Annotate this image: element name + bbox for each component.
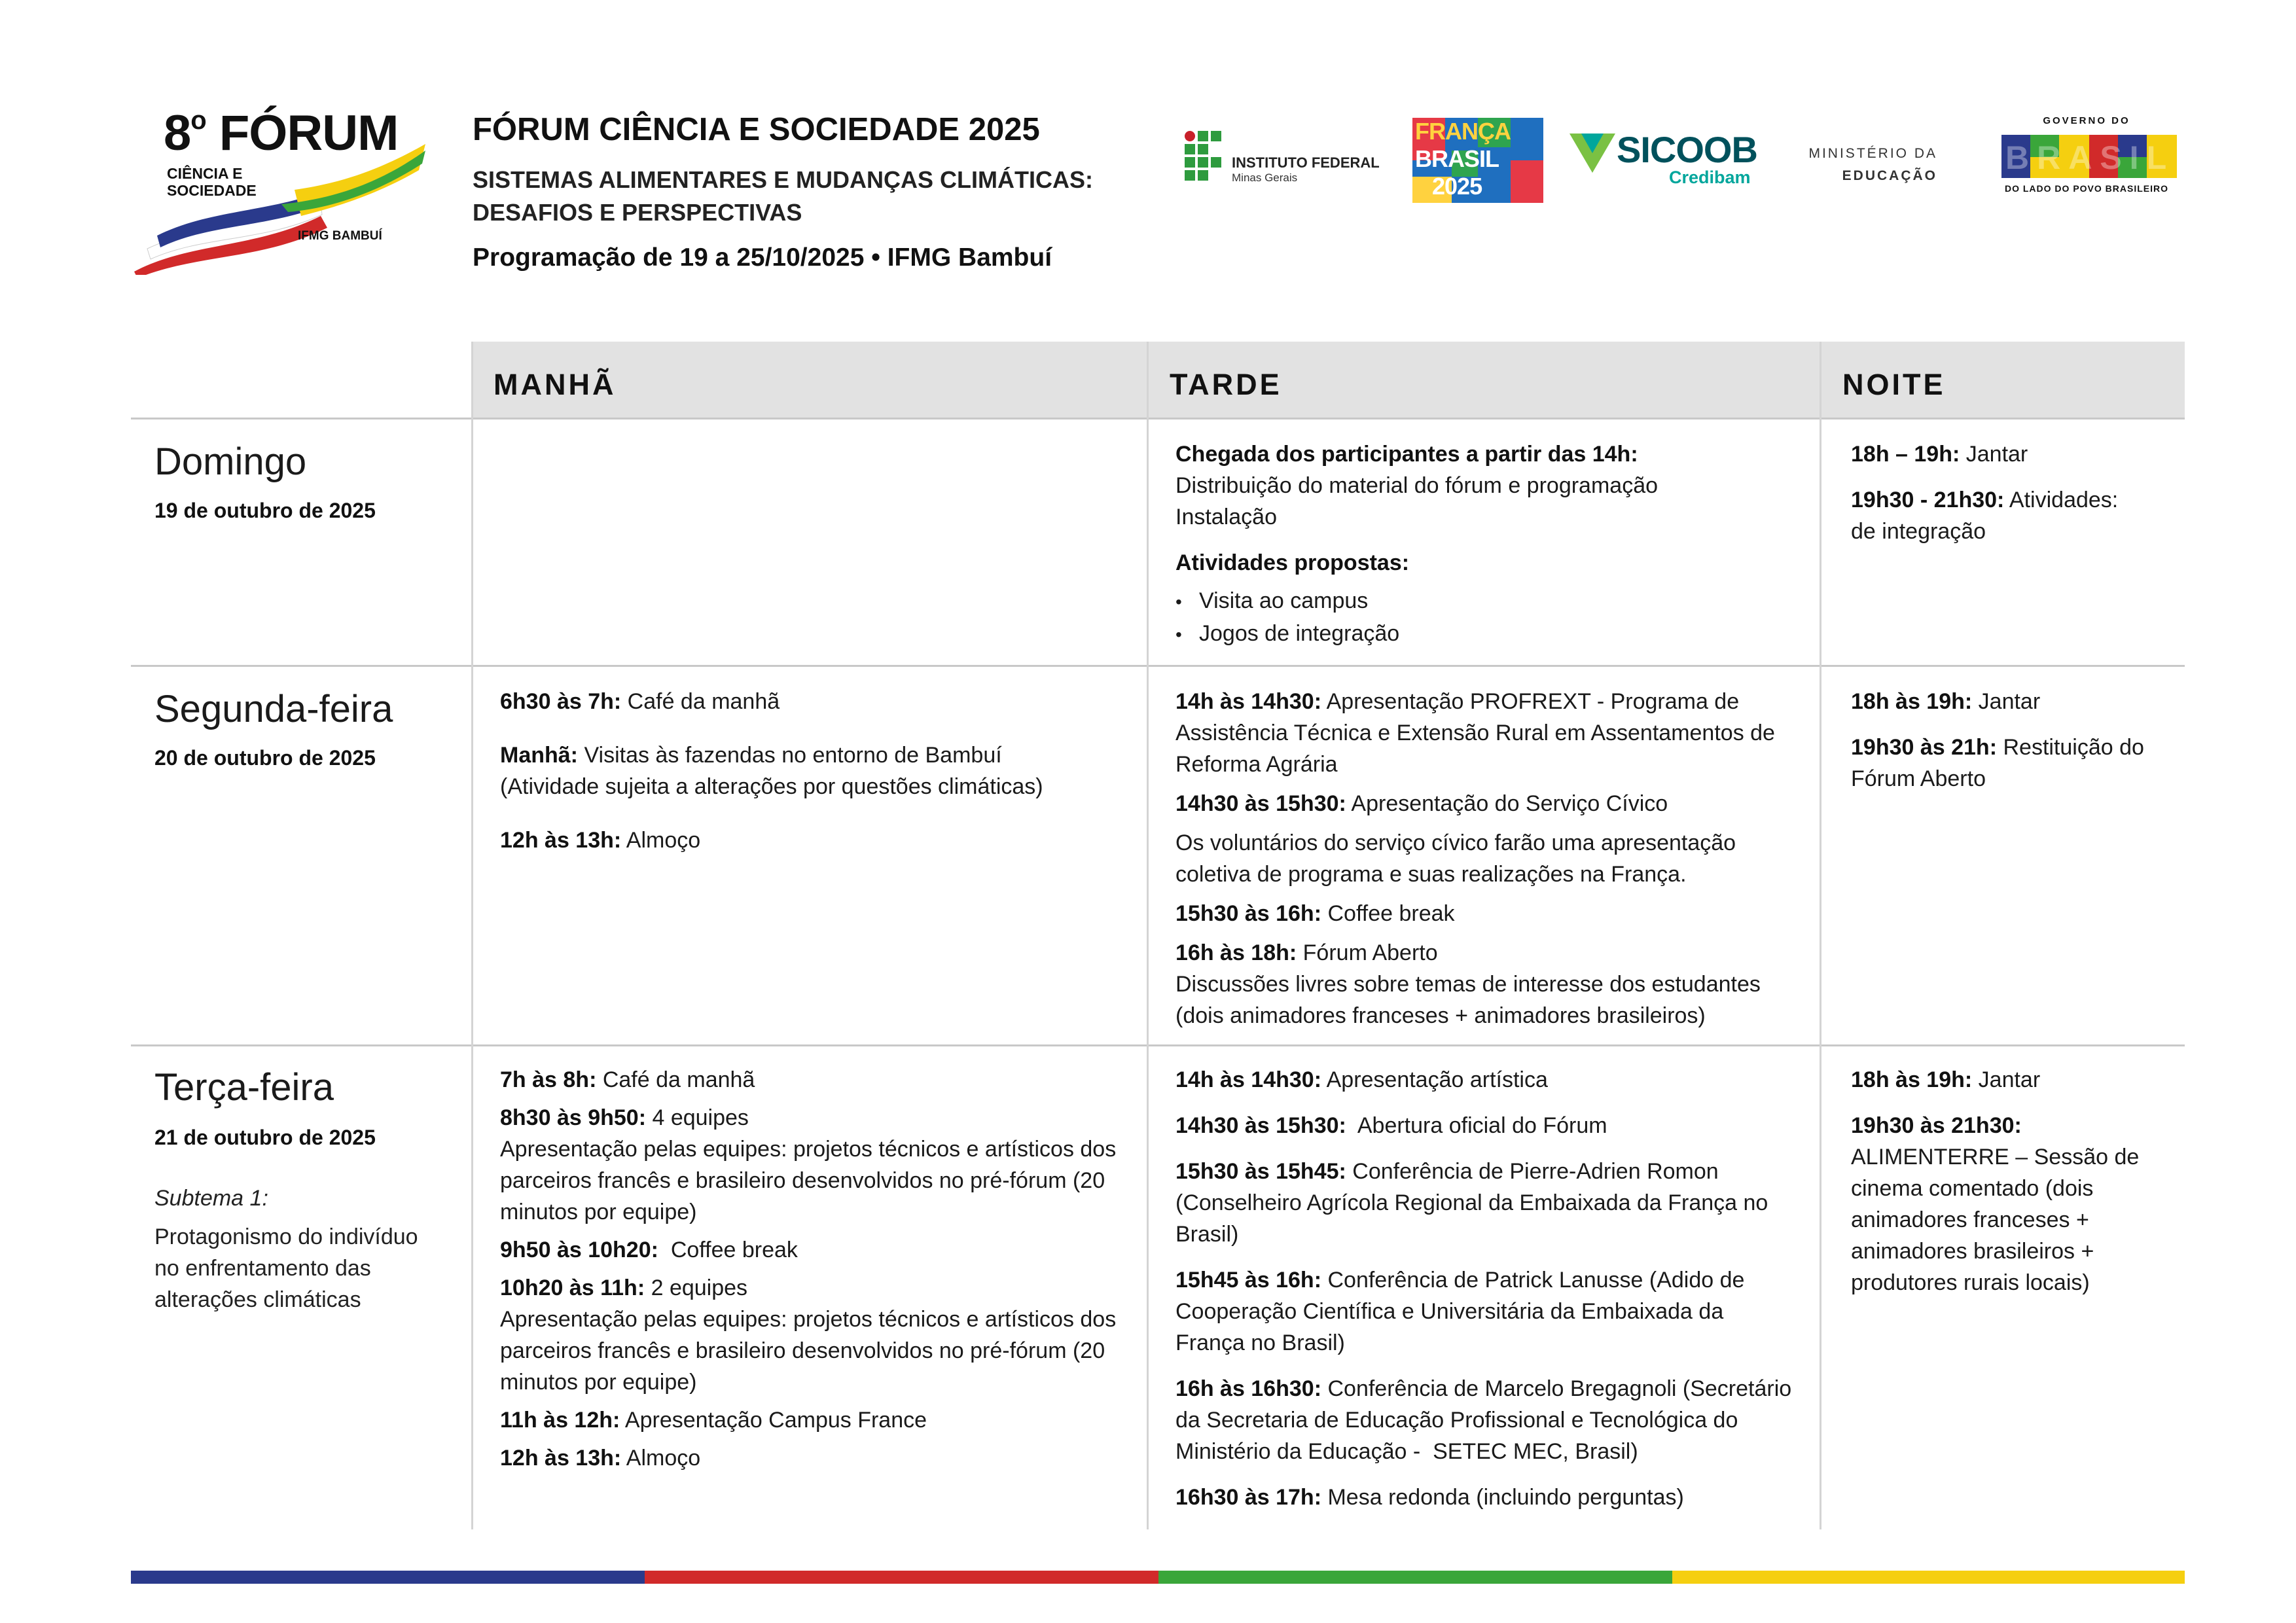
row-divider [131,1044,2185,1046]
column-header-noite: NOITE [1821,342,2185,419]
row-divider [131,665,2185,667]
sicoob-icon [1570,134,1615,173]
forum-logo-title: 8$^o$ FÓRUM [164,105,399,161]
sicoob-logo: SICOOB Credibam [1570,128,1759,194]
forum-logo-line1: CIÊNCIA E [167,165,243,182]
forum-logo [131,105,432,281]
brasil-blocks-icon: BRASIL [2001,135,2177,178]
footer-bar-yellow [1672,1571,2185,1584]
domingo-noite-cell: 18h – 19h: Jantar 19h30 - 21h30: Atividades: de integração [1851,442,2119,544]
row-divider [131,418,2185,419]
footer-bar-red [645,1571,1158,1584]
segunda-noite-cell: 18h às 19h: Jantar 19h30 às 21h: Restituição do Fórum Aberto [1851,689,2144,791]
subtema-description: Protagonismo do indivíduo no enfrentamento das alterações climáticas [154,1224,418,1312]
footer-bar-green [1158,1571,1672,1584]
day-label-terca: Terça-feira [154,1066,334,1109]
column-divider [1147,342,1149,1529]
page-subtitle: SISTEMAS ALIMENTARES E MUDANÇAS CLIMÁTICAS: DESAFIOS E PERSPECTIVAS [473,166,1093,226]
footer-bar-blue [131,1571,645,1584]
segunda-tarde-cell: 14h às 14h30: Apresentação PROFREXT - Programa de Assistência Técnica e Extensão Rural em Assentamentos de Reforma Agrária 14h30 às 15h30: Apresentação do Serviço Cívico Os voluntários do serviço cívico farão uma apresentação coletiva de programa e suas realizações na França. 15h30 às 16h: Coffee break 16h às 18h: Fórum Aberto Discussões livres sobre temas de interesse dos estudantes (dois animadores franceses + animadores brasileiros) [1175,689,1775,1028]
terca-tarde-cell: 14h às 14h30: Apresentação artística 14h30 às 15h30: Abertura oficial do Fórum 15h30 às 15h45: Conferência de Pierre-Adrien Romon (Conselheiro Agrícola Regional da Embaixada da França no Brasil) 15h45 às 16h: Conferência de Patrick Lanusse (Adido de Cooperação Científica e Universitária da Embaixada da França no Brasil) 16h às 16h30: Conferência de Marcelo Bregagnoli (Secretário da Secretaria de Educação Profissional e Tecnológica do Ministério da Educação - SETEC MEC, Brasil) 16h30 às 17h: Mesa redonda (incluindo perguntas) [1175,1067,1792,1510]
flag-ribbon-icon [131,144,432,275]
terca-noite-cell: 18h às 19h: Jantar 19h30 às 21h30: ALIMENTERRE – Sessão de cinema comentado (dois animadores franceses + animadores brasileiros + produtores rurais locais) [1851,1067,2140,1295]
terca-manha-cell: 7h às 8h: Café da manhã 8h30 às 9h50: 4 equipes Apresentação pelas equipes: projetos técnicos e artísticos dos parceiros francês e brasileiro desenvolvidos no pré-fórum (20 minutos por equipe) 9h50 às 10h20: Coffee break 10h20 às 11h: 2 equipes Apresentação pelas equipes: projetos técnicos e artísticos dos parceiros francês e brasileiro desenvolvidos no pré-fórum (20 minutos por equipe) 11h às 12h: Apresentação Campus France 12h às 13h: Almoço [500,1067,1117,1471]
column-divider [471,342,473,1529]
governo-brasil-logo: GOVERNO DO BRASIL DO LADO DO POVO BRASILEIRO [1988,115,2185,207]
program-dates: Programação de 19 a 25/10/2025 • IFMG Bambuí [473,243,1052,272]
column-header-tarde: TARDE [1149,342,1820,419]
segunda-manha-cell: 6h30 às 7h: Café da manhã Manhã: Visitas às fazendas no entorno de Bambuí (Atividade sujeita a alterações por questões climáticas) 12h às 13h: Almoço [500,689,1043,853]
date-label-segunda: 20 de outubro de 2025 [154,746,376,770]
page-title: FÓRUM CIÊNCIA E SOCIEDADE 2025 [473,112,1040,147]
column-divider [1820,342,1821,1529]
subtema-label: Subtema 1: [154,1186,268,1211]
date-label-terca: 21 de outubro de 2025 [154,1126,376,1149]
forum-logo-line2: SOCIEDADE [167,182,257,199]
list-item: • Jogos de integração [1175,618,1804,651]
day-label-domingo: Domingo [154,440,307,483]
instituto-federal-logo: INSTITUTO FEDERAL Minas Gerais [1185,131,1381,190]
list-item: • Visita ao campus [1175,585,1804,618]
forum-logo-campus: IFMG BAMBUÍ [298,229,382,243]
column-header-manha: MANHÃ [473,342,1147,419]
domingo-tarde-cell: Chegada dos participantes a partir das 14h: Distribuição do material do fórum e programação Instalação Atividades propostas: • Visita ao campus • Jogos de integração [1175,438,1804,651]
mec-logo: MINISTÉRIO DA EDUCAÇÃO [1808,146,1937,183]
date-label-domingo: 19 de outubro de 2025 [154,499,376,522]
franca-brasil-logo: FRANÇA BRASIL 2025 [1412,118,1543,203]
if-grid-icon [1185,131,1224,185]
day-label-segunda: Segunda-feira [154,688,393,730]
